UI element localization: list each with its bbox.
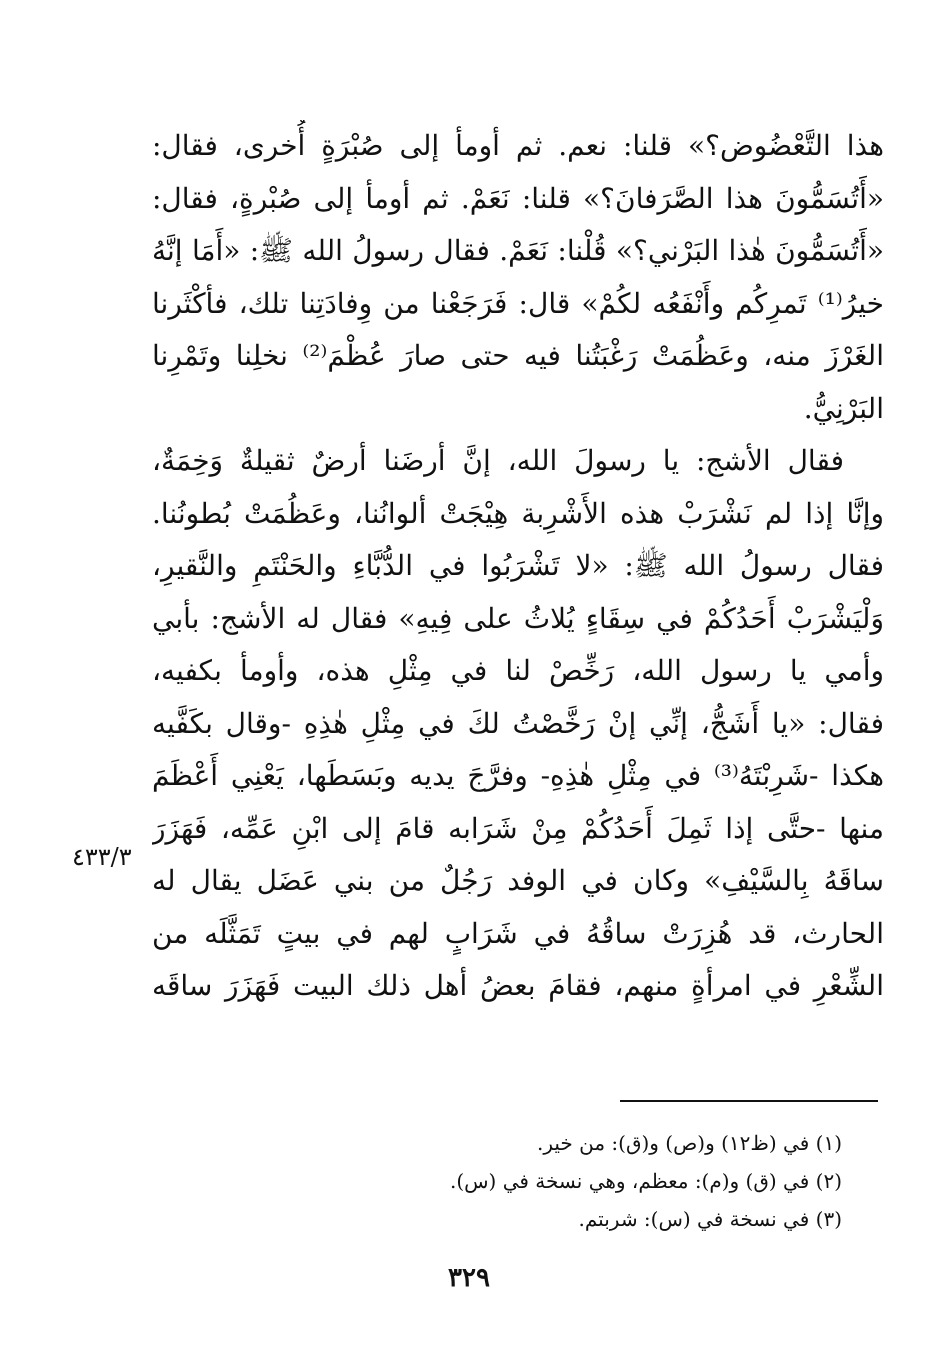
text-line: هذا التَّعْضُوض؟» قلنا: نعم. ثم أومأ إلى صُبْرَةٍ أُخرى، فقال: xyxy=(152,129,884,162)
text-line: الغَرْزَ منه، وعَظُمَتْ رَغْبَتُنا فيه حتى صارَ عُظْمَ⁽²⁾ نخلِنا وتَمْرِنا xyxy=(152,339,884,372)
text-line: فقال الأشج: يا رسولَ الله، إنَّ أرضَنا أرضٌ ثقيلةٌ وَخِمَةٌ، xyxy=(152,444,844,477)
page-number: ٣٢٩ xyxy=(448,1263,490,1293)
main-text xyxy=(152,120,884,1013)
text-line: وأمي يا رسول الله، رَخِّصْ لنا في مِثْلِ هذه، وأومأ بكفيه، xyxy=(152,654,884,687)
text-line: هكذا -شَرِبْتَهُ⁽³⁾ في مِثْلِ هٰذِهِ- وفرَّجَ يديه وبَسَطَها، يَعْنِي أَعْظَمَ xyxy=(152,759,884,792)
text-line: «أَتُسَمُّونَ هٰذا البَرْني؟» قُلْنا: نَعَمْ. فقال رسولُ الله ﷺ: «أَمَا إنَّهُ xyxy=(152,234,884,267)
footnote-2: (٢) في (ق) و(م): معظم، وهي نسخة في (س). xyxy=(449,1169,842,1193)
text-line: منها -حتَّى إذا ثَمِلَ أَحَدُكُمْ مِنْ شَرَابه قامَ إلى ابْنِ عَمِّه، فَهَزَرَ xyxy=(152,811,884,845)
footnotes xyxy=(300,1124,842,1238)
footnote-separator xyxy=(620,1100,878,1102)
text-line: وإنَّا إذا لم نَشْرَبْ هذه الأَشْرِبة هِيْجَتْ ألوانُنا، وعَظُمَتْ بُطونُنا. xyxy=(152,496,884,530)
text-line: خيرُ⁽¹⁾ تَمرِكُم وأَنْفَعُه لكُمْ» قال: فَرَجَعْنا من وِفادَتِنا تلك، فأكْثَرنا xyxy=(152,286,884,320)
text-line: «أَتُسَمُّونَ هذا الصَّرَفانَ؟» قلنا: نَعَمْ. ثم أومأ إلى صُبْرةٍ، فقال: xyxy=(152,181,884,215)
text-line: الحارث، قد هُزِرَتْ ساقُهُ في شَرَابٍ لهم في بيتٍ تَمَثَّلَه من xyxy=(152,916,884,950)
text-line: البَرْنِيُّ. xyxy=(803,391,884,425)
text-line: الشِّعْرِ في امرأةٍ منهم، فقامَ بعضُ أهل ذلك البيت فَهَزَرَ ساقَه xyxy=(152,969,884,1002)
text-line: ساقَهُ بِالسَّيْفِ» وكان في الوفد رَجُلٌ من بني عَضَل يقال له xyxy=(152,864,884,897)
text-line: فقال رسولُ الله ﷺ: «لا تَشْرَبُوا في الدُّبَّاءِ والحَنْتَمِ والنَّقيرِ، xyxy=(152,549,884,582)
text-line: فقال: «يا أَشَجُّ، إنِّي إنْ رَخَّصْتُ لكَ في مِثْلِ هٰذِهِ -وقال بكَفَّيه xyxy=(152,706,884,740)
footnote-3: (٣) في نسخة في (س): شربتم. xyxy=(578,1207,842,1231)
text-line: وَلْيَشْرَبْ أَحَدُكُمْ في سِقَاءٍ يُلاثُ على فِيهِ» فقال له الأشج: بأبي xyxy=(152,601,884,635)
margin-reference: ٤٣٣/٣ xyxy=(72,843,132,871)
footnote-1: (١) في (ظ١٢) و(ص) و(ق): من خير. xyxy=(536,1131,842,1155)
